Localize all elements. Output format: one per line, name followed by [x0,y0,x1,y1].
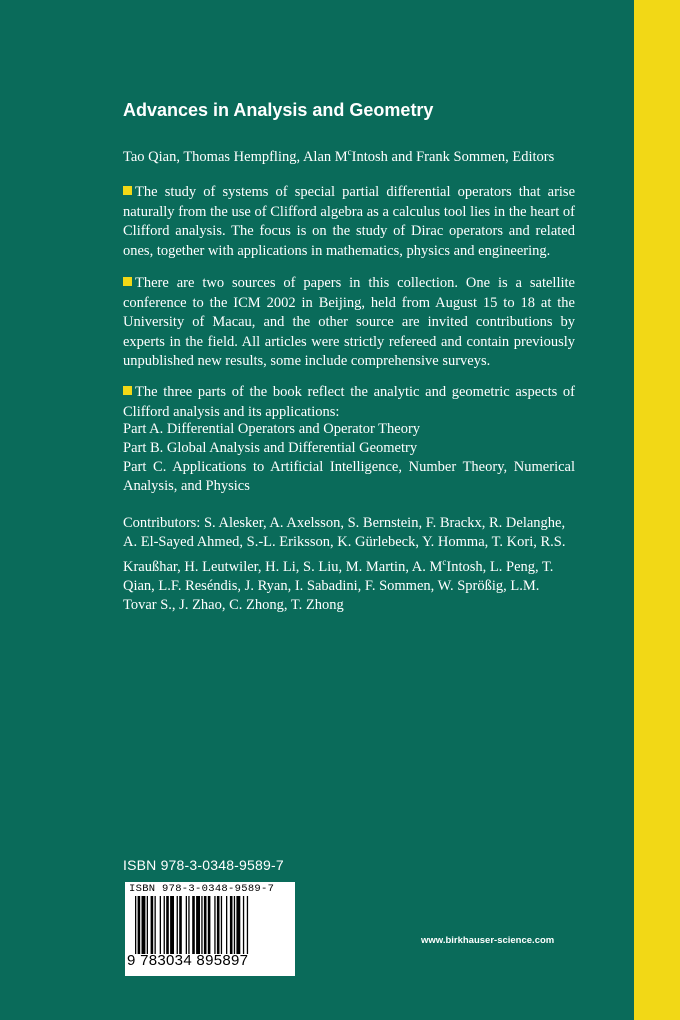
description-paragraph-2: There are two sources of papers in this collection. One is a satellite conference to the ICM 2002 in Beijing, held from August 15 to 18 at the University of Macau, and the other source are invited contributions by experts in the field. All articles were strictly refereed and contain previously unpublished new results, some include comprehensive surveys. [123,275,575,369]
barcode-isbn-text: ISBN 978-3-0348-9589-7 [129,883,275,895]
book-title: Advances in Analysis and Geometry [123,100,434,120]
part-c: Part C. Applications to Artificial Intelligence, Number Theory, Numerical Analysis, and Physics [123,459,575,494]
isbn-label: ISBN 978-3-0348-9589-7 [123,857,284,873]
editors-line: Tao Qian, Thomas Hempfling, Alan $M^cIntosh$ and Frank Sommen, Editors [123,147,555,165]
part-a: Part A. Differential Operators and Operator Theory [123,421,421,437]
publisher-url: www.birkhauser-science.com [421,935,555,946]
description-paragraph-1: The study of systems of special partial differential operators that arise naturally from the use of Clifford algebra as a calculus tool lies in the heart of Clifford analysis. The focus is on the study of Dirac operators and related ones, together with applications in mathematics, physics and engineering. [123,184,575,259]
part-b: Part B. Global Analysis and Differential Geometry [123,440,418,456]
barcode [125,882,295,976]
yellow-square-bullet-icon [123,186,132,195]
barcode-bars-icon [135,896,285,954]
yellow-square-bullet-icon [123,277,132,286]
contributors-paragraph: Contributors: S. Alesker, A. Axelsson, S. Bernstein, F. Brackx, R. Delanghe, A. El-Sayed Ahmed, S.-L. Eriksson, K. Gürlebeck, Y. Homma, T. Kori, R.S. Kraußhar, H. Leutwiler, H. Li, S. Liu, M. Martin, A. $M^cIntosh$, L. Peng, T. Qian, L.F. Reséndis, J. Ryan, I. Sabadini, F. Sommen, W. Sprößig, L.M. Tovar S., J. Zhao, C. Zhong, T. Zhong [123,515,566,614]
barcode-digits: 9 783034 895897 [127,952,249,969]
yellow-square-bullet-icon [123,386,132,395]
description-paragraph-3: The three parts of the book reflect the analytic and geometric aspects of Clifford analysis and its applications: [123,384,575,420]
yellow-spine-stripe [634,0,680,1020]
book-parts-list [123,420,575,496]
